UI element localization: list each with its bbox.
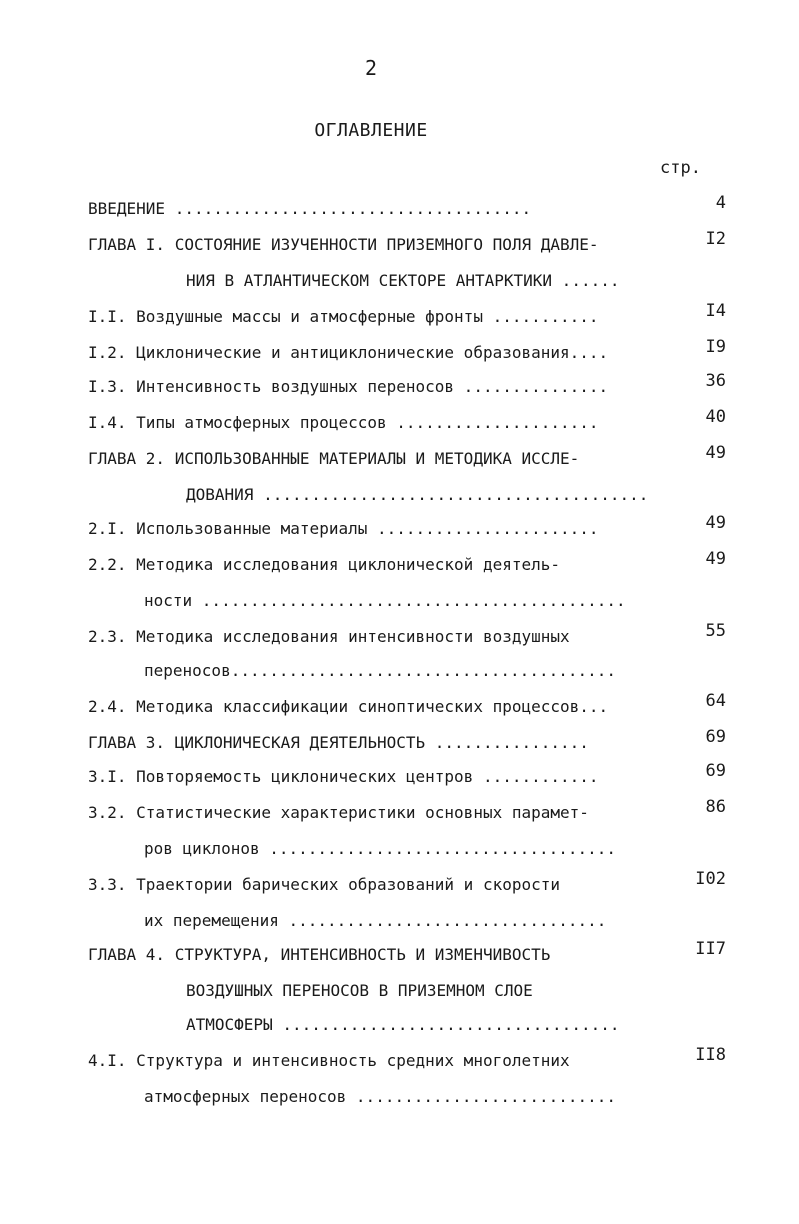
toc-page-number: 69 — [705, 761, 726, 781]
toc-page-number: 49 — [705, 443, 726, 463]
toc-page-number: 49 — [705, 513, 726, 533]
toc-entry-line: переносов........................................ — [144, 661, 617, 680]
page-number: 2 — [364, 56, 378, 80]
toc-entry-line: 3.2. Статистические характеристики основных парамет- — [88, 803, 589, 822]
toc-page-number: II7 — [695, 939, 726, 959]
toc-page-number: 4 — [715, 193, 726, 213]
toc-entry-line: ВВЕДЕНИЕ ..................................... — [88, 199, 532, 218]
toc-page-number: 86 — [705, 797, 726, 817]
toc-entry-line: ВОЗДУШНЫХ ПЕРЕНОСОВ В ПРИЗЕМНОМ СЛОЕ — [186, 981, 533, 1000]
toc-entry-line: 2.3. Методика исследования интенсивности воздушных — [88, 627, 570, 646]
toc-entry-line: ров циклонов .................................... — [144, 839, 617, 858]
toc-entry-line: атмосферных переносов ........................... — [144, 1087, 617, 1106]
toc-entry-line: 2.I. Использованные материалы ....................... — [88, 519, 599, 538]
toc-entry-line: 2.4. Методика классификации синоптических процессов... — [88, 697, 609, 716]
toc-title: ОГЛАВЛЕНИЕ — [314, 120, 428, 141]
toc-page-number: I9 — [705, 337, 726, 357]
toc-entry-line: НИЯ В АТЛАНТИЧЕСКОМ СЕКТОРЕ АНТАРКТИКИ ...... — [186, 271, 620, 290]
toc-entry-line: ности ............................................ — [144, 591, 626, 610]
toc-page-number: I4 — [705, 301, 726, 321]
toc-page-number: 69 — [705, 727, 726, 747]
toc-entry-line: 3.I. Повторяемость циклонических центров ............ — [88, 767, 599, 786]
toc-entry-line: ГЛАВА 2. ИСПОЛЬЗОВАННЫЕ МАТЕРИАЛЫ И МЕТОДИКА ИССЛЕ- — [88, 449, 580, 468]
toc-entry-line: I.2. Циклонические и антициклонические образования.... — [88, 343, 609, 362]
toc-entry-line: ГЛАВА I. СОСТОЯНИЕ ИЗУЧЕННОСТИ ПРИЗЕМНОГО ПОЛЯ ДАВЛЕ- — [88, 235, 599, 254]
toc-page-number: 40 — [705, 407, 726, 427]
toc-entry-line: АТМОСФЕРЫ ................................... — [186, 1015, 620, 1034]
toc-page-number: 36 — [705, 371, 726, 391]
toc-page-number: I02 — [695, 869, 726, 889]
toc-entry-line: их перемещения ................................. — [144, 911, 607, 930]
toc-page-number: I2 — [705, 229, 726, 249]
toc-entry-line: ДОВАНИЯ ........................................ — [186, 485, 649, 504]
toc-entry-line: 2.2. Методика исследования циклонической деятель- — [88, 555, 561, 574]
toc-entry-line: 3.3. Траектории барических образований и скорости — [88, 875, 561, 894]
toc-entry-line: 4.I. Структура и интенсивность средних многолетних — [88, 1051, 570, 1070]
toc-entry-line: ГЛАВА 4. СТРУКТУРА, ИНТЕНСИВНОСТЬ И ИЗМЕНЧИВОСТЬ — [88, 945, 551, 964]
toc-entry-line: ГЛАВА 3. ЦИКЛОНИЧЕСКАЯ ДЕЯТЕЛЬНОСТЬ ................ — [88, 733, 589, 752]
toc-entry-line: I.3. Интенсивность воздушных переносов ............... — [88, 377, 609, 396]
toc-page-number: 55 — [705, 621, 726, 641]
toc-entry-line: I.4. Типы атмосферных процессов ..................... — [88, 413, 599, 432]
toc-page-number: 49 — [705, 549, 726, 569]
toc-page-number: 64 — [705, 691, 726, 711]
page-column-label: стр. — [660, 158, 701, 178]
toc-page-number: II8 — [695, 1045, 726, 1065]
toc-entry-line: I.I. Воздушные массы и атмосферные фронты ........... — [88, 307, 599, 326]
